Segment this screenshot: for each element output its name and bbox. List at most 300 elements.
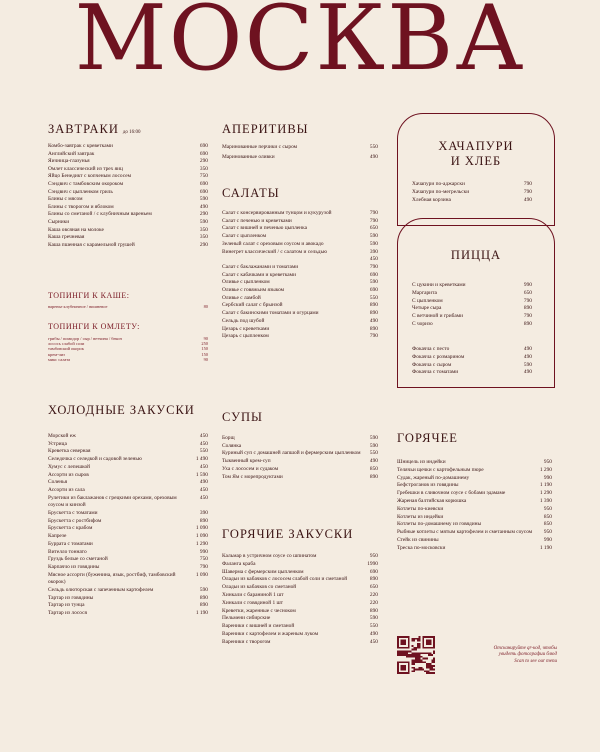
menu-item-price: 150	[201, 351, 208, 357]
menu-item	[222, 615, 378, 623]
menu-item	[412, 282, 532, 290]
menu-item-name: Оливье с ламбой	[222, 294, 261, 301]
menu-item-price: 490	[523, 196, 532, 203]
menu-item-price: 490	[369, 153, 378, 160]
menu-item-name: Салат с кабачками и креветками	[222, 271, 296, 278]
menu-item	[412, 346, 532, 354]
menu-item-name: Соленья	[48, 479, 68, 486]
menu-item-name: Бефстроганов из говядины	[397, 482, 459, 489]
menu-item-price: 690	[199, 180, 208, 187]
menu-item-price: 650	[523, 289, 532, 296]
menu-item-price: 450	[369, 638, 378, 645]
menu-item-price: 850	[543, 513, 552, 520]
menu-item-name: Блины с творогом и яблоком	[48, 203, 114, 210]
khachapuri-list	[412, 181, 532, 204]
menu-item-name: Хачапури по-аджарски	[412, 181, 465, 187]
menu-item-name: Стейк из свинины	[397, 536, 439, 543]
menu-item	[222, 639, 378, 647]
menu-item	[222, 466, 378, 474]
section-title-aperitifs: АПЕРИТИВЫ	[222, 122, 309, 136]
menu-item-price: 350	[199, 234, 208, 241]
menu-item	[222, 143, 378, 153]
menu-item-price: 890	[199, 517, 208, 524]
menu-item-name: Сельдь под шубой	[222, 317, 265, 324]
menu-item	[48, 227, 208, 235]
menu-item-price: 890	[523, 320, 532, 327]
menu-item-price: 690	[369, 287, 378, 294]
section-title-hot: ГОРЯЧЕЕ	[397, 431, 458, 445]
menu-item-price: 590	[199, 218, 208, 225]
menu-item-price: 1 490	[195, 456, 208, 463]
menu-item	[48, 541, 208, 549]
menu-item	[48, 595, 208, 603]
qr-note-line-2: увидеть фотографии блюд	[498, 652, 557, 658]
menu-item-price: 550	[369, 623, 378, 630]
menu-item	[412, 189, 532, 197]
menu-item-name: Фокачча с томатами	[412, 369, 459, 376]
menu-item-name: Каша пшенная с карамельной грушей	[48, 241, 135, 248]
menu-item-price: 890	[369, 473, 378, 480]
section-title-salads: САЛАТЫ	[222, 186, 280, 200]
menu-item-price: 590	[369, 442, 378, 449]
menu-item	[397, 537, 552, 545]
menu-item	[412, 369, 532, 377]
menu-item-name: Пельмени сибирские	[222, 615, 271, 622]
menu-item	[397, 514, 552, 522]
breakfast-hours-note: до 16:00	[122, 130, 141, 135]
menu-item	[222, 435, 378, 443]
menu-item-name: Креветки, жаренные с чесноком	[222, 607, 296, 614]
menu-item	[397, 529, 552, 537]
soups-list	[222, 435, 378, 481]
menu-item	[222, 474, 378, 482]
menu-item	[48, 304, 208, 309]
cold-starters-list	[48, 433, 208, 618]
menu-item	[222, 326, 378, 334]
menu-item	[222, 302, 378, 310]
menu-item	[412, 313, 532, 321]
menu-item-name: Тыквенный крем-суп	[222, 458, 271, 465]
menu-item-price: 1990	[367, 560, 378, 567]
menu-item	[48, 533, 208, 541]
menu-item-price: 790	[523, 181, 532, 187]
menu-item	[48, 242, 208, 250]
menu-item	[397, 459, 552, 467]
breakfast-list	[48, 143, 208, 249]
menu-item-name: грибы / помидор / сыр / ветчина / бекон	[48, 336, 122, 341]
menu-item	[412, 181, 532, 189]
menu-item	[48, 556, 208, 564]
menu-item-name: Оладьи из кабачков со сметаной	[222, 584, 297, 591]
menu-item-price: 490	[199, 203, 208, 210]
menu-item-name: Хлебная корзина	[412, 196, 451, 203]
menu-item	[48, 487, 208, 495]
section-title-omelet-toppings: ТОПИНГИ К ОМЛЕТУ:	[48, 322, 140, 331]
menu-item-name: Винегрет классический / с салатом и сельдью	[222, 248, 328, 255]
menu-item-name: Зеленый салат с ореховым соусом и авокадо	[222, 240, 324, 247]
qr-note-line-1: Отсканируйте qr-код, чтобы	[493, 646, 557, 651]
menu-item-price: 390	[369, 248, 378, 255]
menu-item-price: 990	[199, 548, 208, 555]
salads-list	[222, 210, 378, 341]
hot-list	[397, 459, 552, 553]
menu-item-name: Котлеты по-киевски	[397, 505, 444, 512]
qr-code-icon[interactable]	[397, 636, 435, 674]
menu-item	[48, 587, 208, 595]
menu-item	[48, 572, 208, 587]
menu-item-name: Том Ям с морепродуктами	[222, 473, 283, 480]
menu-item-name: Каша гречневая	[48, 234, 85, 241]
focaccia-list	[412, 346, 532, 377]
menu-item-name: Салат с бакинскими томатами и огурцами	[222, 310, 319, 317]
menu-item-price: 1 190	[539, 544, 552, 551]
menu-item-name: Цезарь с цыпленком	[222, 333, 269, 340]
menu-item-price: 1 290	[195, 540, 208, 547]
menu-item-name: Комбо-завтрак с креветками	[48, 143, 113, 149]
menu-item-price: 990	[543, 536, 552, 543]
menu-item	[48, 211, 208, 219]
menu-item-name: Груздь белые со сметаной	[48, 556, 108, 563]
menu-item	[412, 354, 532, 362]
pizza-list	[412, 282, 532, 329]
menu-item-price: 690	[369, 271, 378, 278]
menu-item-price: 790	[199, 563, 208, 570]
menu-item-name: Сербский салат с брынзой	[222, 302, 283, 309]
menu-item-name: Котлеты по-домашнему из говядины	[397, 521, 482, 528]
menu-item-name: С чоризо	[412, 320, 433, 327]
menu-item-name: Оладьи из кабачков с лососем слабой соли и сметаной	[222, 576, 348, 583]
menu-item-price: 950	[543, 529, 552, 536]
menu-item-name: Шницель из индейки	[397, 459, 446, 465]
menu-item-name: Вареники с творогом	[222, 638, 271, 645]
menu-item-name: Брускетта с крабом	[48, 525, 93, 532]
menu-item-price: 350	[199, 226, 208, 233]
menu-item-name: Шаверма с фермерским цыпленком	[222, 568, 304, 575]
menu-item-price: 690	[199, 188, 208, 195]
menu-item-price: 490	[369, 630, 378, 637]
menu-item	[48, 173, 208, 181]
menu-item-name: лосось слабой соли	[48, 341, 85, 347]
menu-item-price: 890	[369, 325, 378, 332]
menu-item-price: 750	[199, 556, 208, 563]
menu-item-name: Омлет классический из трех яиц	[48, 165, 123, 172]
menu-item	[222, 623, 378, 631]
menu-item	[222, 584, 378, 592]
menu-item	[48, 464, 208, 472]
menu-item-name: Ассорти из сыров	[48, 471, 89, 478]
menu-item-name: крем-чиз	[48, 351, 65, 357]
menu-item	[412, 197, 532, 205]
menu-item-price: 790	[369, 210, 378, 216]
menu-item-name: Буррата с томатами	[48, 540, 93, 547]
section-title-pizza: ПИЦЦА	[450, 248, 502, 262]
menu-item-price: 550	[369, 294, 378, 301]
menu-item-name: варенье клубничное / вишневое	[48, 304, 108, 309]
menu-item	[222, 233, 378, 241]
menu-item-price: 750	[199, 173, 208, 180]
menu-item-name: Рыбные котлеты с мятым картофелем и сметанным соусом	[397, 529, 533, 536]
menu-item-name: Каша овсяная на молоке	[48, 226, 104, 233]
menu-item-name: Маринованные оливки	[222, 153, 275, 160]
menu-item-price: 790	[369, 217, 378, 224]
menu-item-price: 1 090	[195, 533, 208, 540]
menu-item-name: Уха с лососем и судаком	[222, 465, 279, 472]
menu-item-name: Рулетики из баклажанов с грецкими орехами, ореховым соусом и кинзой	[48, 494, 177, 509]
menu-item-price: 590	[369, 233, 378, 240]
menu-item	[222, 241, 378, 249]
menu-item-name: Фокачча с сыром	[412, 361, 452, 368]
menu-item-price: 850	[543, 521, 552, 528]
menu-item-name: Цезарь с креветками	[222, 325, 270, 332]
menu-item	[48, 456, 208, 464]
menu-item-price: 590	[369, 240, 378, 247]
menu-item	[412, 362, 532, 370]
menu-item-price: 590	[369, 279, 378, 286]
menu-item-price: 890	[199, 602, 208, 609]
section-title-soups: СУПЫ	[222, 410, 263, 424]
menu-item-price: 790	[523, 313, 532, 320]
menu-item-price: 290	[199, 211, 208, 218]
menu-item-price: 850	[369, 465, 378, 472]
menu-item-price: 1 090	[195, 525, 208, 532]
menu-item	[397, 506, 552, 514]
menu-item-price: 590	[523, 361, 532, 368]
menu-item-price: 550	[369, 450, 378, 457]
menu-item-name: Тартар из лосося	[48, 610, 88, 617]
menu-item	[222, 210, 378, 218]
menu-item-price: 950	[543, 505, 552, 512]
menu-item-price: 890	[369, 302, 378, 309]
menu-item-name: Блины со сметаной / с клубничным вареньем	[48, 211, 152, 218]
menu-item-name: Сельдь олюторская с запеченным картофелем	[48, 587, 154, 594]
menu-item-price: 590	[199, 587, 208, 594]
section-title-porridge-toppings: ТОПИНГИ К КАШЕ:	[48, 291, 130, 300]
menu-item-price: 890	[199, 594, 208, 601]
menu-item	[222, 592, 378, 600]
menu-item-price: 450	[369, 256, 378, 263]
menu-item-price: 990	[543, 474, 552, 481]
menu-item-price: 90	[203, 336, 208, 341]
qr-note	[440, 646, 557, 665]
menu-item	[222, 287, 378, 295]
menu-item	[48, 158, 208, 166]
menu-item	[48, 495, 208, 510]
menu-item	[48, 357, 208, 362]
menu-item	[48, 610, 208, 618]
menu-item	[222, 256, 378, 264]
menu-item-price: 890	[369, 576, 378, 583]
hot-starters-list	[222, 553, 378, 647]
menu-item-name: Треска по-московски	[397, 544, 446, 551]
menu-item	[48, 602, 208, 610]
section-title-hot-starters: ГОРЯЧИЕ ЗАКУСКИ	[222, 527, 354, 541]
menu-item-name: Английский завтрак	[48, 150, 95, 157]
menu-item-price: 790	[369, 263, 378, 270]
menu-item-name: Брускетта с томатами	[48, 510, 98, 517]
menu-item-name: Вителло тоннато	[48, 548, 87, 555]
section-title-breakfast: ЗАВТРАКИ до 16:00	[48, 122, 141, 136]
menu-item-price: 550	[369, 144, 378, 150]
menu-item-price: 390	[199, 510, 208, 517]
menu-item-price: 150	[201, 346, 208, 352]
menu-item-price: 290	[199, 158, 208, 165]
menu-item-price: 490	[523, 353, 532, 360]
menu-item-price: 220	[369, 599, 378, 606]
menu-item	[222, 249, 378, 257]
menu-item-name: Телячьи щечки с картофельным пюре	[397, 466, 484, 473]
menu-item-price: 950	[369, 553, 378, 559]
menu-item-name: Капрезе	[48, 533, 67, 540]
menu-item	[412, 321, 532, 329]
menu-item	[397, 521, 552, 529]
menu-item	[222, 631, 378, 639]
menu-item-price: 450	[199, 433, 208, 439]
menu-item-name: Блины с мясом	[48, 196, 83, 203]
menu-item	[48, 510, 208, 518]
menu-item-price: 450	[199, 494, 208, 501]
menu-item-price: 590	[369, 435, 378, 441]
menu-item-price: 490	[369, 317, 378, 324]
menu-item-price: 490	[199, 479, 208, 486]
menu-item-name: Хумус с лепешкой	[48, 463, 91, 470]
menu-item-name	[222, 256, 370, 264]
menu-item-name: Фокачча с розмарином	[412, 353, 465, 360]
menu-item-price: 890	[369, 607, 378, 614]
menu-item-name: С цыпленком	[412, 297, 443, 304]
menu-item-price: 90	[203, 356, 208, 362]
menu-item	[222, 279, 378, 287]
menu-item	[412, 290, 532, 298]
menu-item	[48, 433, 208, 441]
menu-item-price: 290	[199, 241, 208, 248]
menu-item	[48, 196, 208, 204]
menu-item	[48, 472, 208, 480]
menu-item-name: Тартар из говядины	[48, 594, 94, 601]
menu-item-name: Жареная балтийская корюшка	[397, 497, 467, 504]
menu-item-name: Гребешки в сливочном соусе с бобами эдамаме	[397, 490, 506, 497]
menu-item-price: 220	[369, 591, 378, 598]
menu-item-price: 450	[199, 463, 208, 470]
section-title-khachapuri: ХАЧАПУРИ И ХЛЕБ	[438, 139, 514, 168]
menu-item-name: Фаланга краба	[222, 560, 256, 567]
menu-item	[222, 600, 378, 608]
menu-item	[48, 189, 208, 197]
menu-item-price: 790	[523, 297, 532, 304]
menu-item-name: Сэндвич с цыпленком гриль	[48, 188, 113, 195]
menu-item	[222, 264, 378, 272]
menu-item-price: 1 190	[195, 610, 208, 617]
menu-item	[222, 153, 378, 163]
menu-item-price: 650	[369, 225, 378, 232]
menu-item-price: 490	[523, 346, 532, 352]
menu-item-name: Мясное ассорти (буженина, язык, ростбиф, тамбовский окорок)	[48, 571, 176, 586]
menu-item	[48, 441, 208, 449]
menu-item-name: Кальмар в устричном соусе со шпинатом	[222, 553, 317, 559]
menu-item-price: 690	[199, 150, 208, 157]
menu-item-price: 690	[199, 143, 208, 149]
menu-item	[48, 143, 208, 151]
menu-item	[48, 479, 208, 487]
aperitifs-list	[222, 143, 378, 162]
menu-item	[397, 498, 552, 506]
menu-item	[222, 333, 378, 341]
menu-item-name: Тартар из тунца	[48, 602, 85, 609]
menu-item-name: Салат с печенью и креветками	[222, 217, 292, 224]
menu-item-name: тамбовский окорок	[48, 346, 84, 352]
menu-item	[48, 525, 208, 533]
menu-item-name: Маринованные перчики с сыром	[222, 144, 298, 150]
qr-note-line-3: Scan to see our menu	[514, 658, 557, 664]
menu-item-name: Судак, жареный по-домашнему	[397, 474, 470, 481]
menu-item-name: Маргарита	[412, 289, 437, 296]
menu-item	[412, 298, 532, 306]
menu-item-name: Оливье с говяжьим языком	[222, 287, 285, 294]
menu-item-name: Карпаччо из говядины	[48, 563, 100, 570]
menu-item-name: Хинкали с говядиной 1 шт	[222, 599, 284, 606]
menu-item	[222, 310, 378, 318]
menu-item	[397, 545, 552, 553]
menu-item	[397, 490, 552, 498]
menu-item-price: 250	[201, 341, 208, 347]
menu-item-price: 80	[203, 304, 208, 309]
menu-item-name: Сырники	[48, 218, 70, 225]
menu-item-name: Хачапури по-мегрельски	[412, 188, 470, 195]
menu-item-price: 350	[199, 165, 208, 172]
menu-item-name: Салат с вишней и печенью цыпленка	[222, 225, 307, 232]
menu-item	[48, 448, 208, 456]
menu-item-price: 790	[369, 333, 378, 340]
menu-item-price: 650	[369, 584, 378, 591]
menu-item-price: 1 190	[539, 482, 552, 489]
menu-item-price: 450	[199, 440, 208, 447]
menu-item-name: Брускетта с ростбифом	[48, 517, 102, 524]
menu-item	[222, 561, 378, 569]
khachapuri-frame	[397, 113, 555, 226]
menu-item-price: 450	[199, 486, 208, 493]
menu-item-name: Солянка	[222, 442, 242, 449]
menu-item-price: 890	[523, 305, 532, 312]
menu-item-name: Салат с баклажанами и томатами	[222, 263, 299, 270]
menu-item-name: Салат с цыпленком	[222, 233, 267, 240]
menu-item	[222, 272, 378, 280]
menu-item	[397, 467, 552, 475]
menu-item-name: Куриный суп с домашней лапшой и фермерским цыпленком	[222, 450, 361, 457]
menu-item-name: Устрица	[48, 440, 67, 447]
menu-item	[222, 450, 378, 458]
menu-item-name: микс салата	[48, 356, 71, 362]
menu-item-name: Фокачча с песто	[412, 346, 450, 352]
menu-item-name: Вареники с вишней и сметаной	[222, 623, 295, 630]
page-title: МОСКВА	[74, 0, 526, 91]
menu-item-name: Креветка северная	[48, 448, 91, 455]
menu-item-name: С ветчиной и грибами	[412, 313, 464, 320]
menu-item-name: Салат с консервированным тунцом и кукурузой	[222, 210, 332, 216]
menu-item-price: 690	[369, 568, 378, 575]
menu-item-name: Яйцо Бенедикт с копченым лососем	[48, 173, 132, 180]
menu-item-price: 1 290	[539, 466, 552, 473]
porridge-toppings-list	[48, 304, 208, 309]
menu-item-price: 1 390	[539, 497, 552, 504]
menu-item-name: Морской еж	[48, 433, 76, 439]
menu-item-price: 990	[523, 282, 532, 288]
menu-item	[222, 458, 378, 466]
menu-item	[222, 553, 378, 561]
omelet-toppings-list	[48, 336, 208, 362]
menu-item-price: 950	[543, 459, 552, 465]
menu-item-price: 550	[199, 448, 208, 455]
menu-item-name: Борщ	[222, 435, 235, 441]
menu-item-price: 1 090	[195, 571, 208, 578]
